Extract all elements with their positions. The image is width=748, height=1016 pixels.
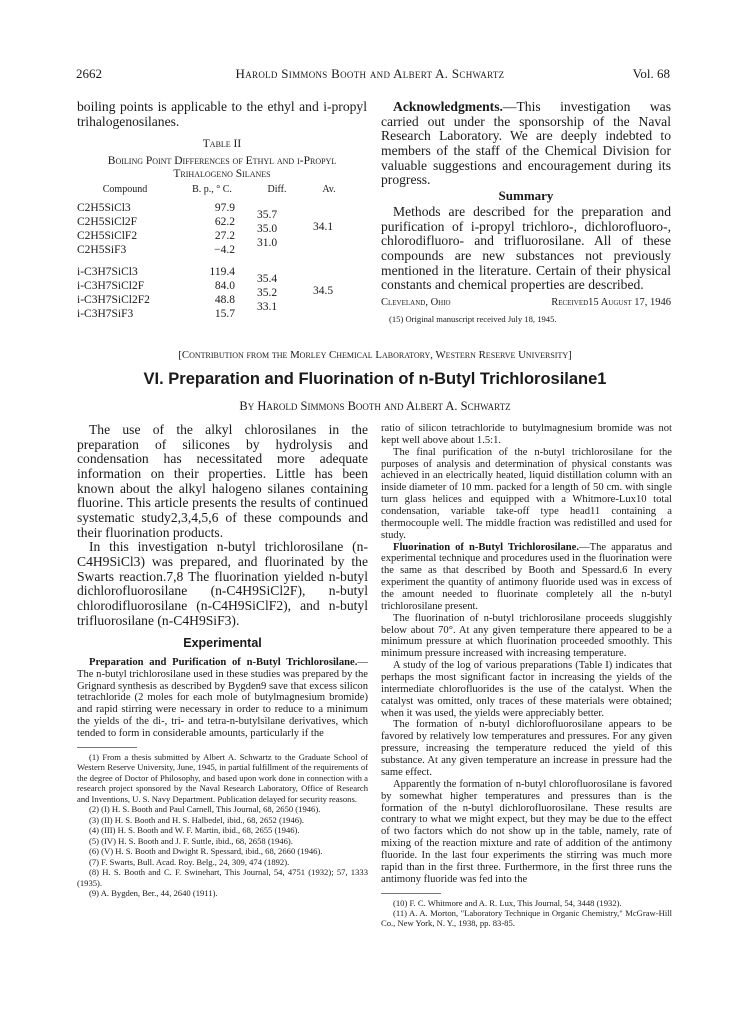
footnote: (9) A. Bygden, Ber., 44, 2640 (1911).	[89, 888, 218, 899]
contribution-line: [Contribution from the Morley Chemical Laboratory, Western Reserve University]	[178, 349, 572, 361]
table-cell: i-C3H7SiCl3	[77, 266, 138, 279]
footnote: (2) (I) H. S. Booth and Paul Carnell, This Journal, 68, 2650 (1946).	[89, 804, 321, 815]
body-paragraph: A study of the log of various preparations (Table I) indicates that perhaps the most significant factor in increasing the yields of the intermediate chlorofluorides is the use of the catalyst. When the catalyst was omitted, only traces of these materials were obtained; when it was used, the yields were appreciably better.	[381, 660, 672, 719]
preparation-text: —The n-butyl trichlorosilane used in these studies was prepared by the Grignard synthesis as described by Bygden9 save that excess silicon tetrachloride (2 moles for each mole of butylmagnesium bromide) and rapid stirring were necessary in order to reduce to a minimum the yields of the di-, tri- and tetra-n-butylsilane derivatives, which tended to form in considerable amounts, particularly if the	[77, 656, 368, 740]
bp-list	[185, 201, 235, 257]
preparation-paragraph	[77, 657, 368, 740]
body-paragraph: The final purification of the n-butyl trichlorosilane for the purposes of analysis and determination of physical constants was achieved in an electrically heated, liquid distillation column with an inside diameter of 10 mm. packed for a length of 50 cm. with single turn glass helices and equipped with a Whitmore-Lux10 total condensation, variable take-off type head11 containing a thermocouple well. The middle fraction was redistilled and used for study.	[381, 446, 672, 541]
footnote-15: (15) Original manuscript received July 18, 1945.	[389, 314, 557, 325]
right-body-column	[381, 423, 672, 929]
footnote: (3) (II) H. S. Booth and H. S. Halbedel, ibid., 68, 2652 (1946).	[89, 814, 305, 825]
table-cell: 119.4	[209, 266, 235, 279]
body-paragraph: ratio of silicon tetrachloride to butylmagnesium bromide was not kept well above about 1.5:1.	[381, 423, 672, 446]
boiling-point-table	[77, 185, 355, 195]
article-title: VI. Preparation and Fluorination of n-Butyl Trichlorosilane1	[143, 370, 607, 388]
table-title: Boiling Point Differences of Ethyl and i-Propyl Trihalogeno Silanes	[107, 154, 337, 181]
left-top-column	[77, 100, 367, 323]
diff-list	[257, 272, 277, 314]
fluorination-paragraph	[381, 542, 672, 613]
footnote: (1) From a thesis submitted by Albert A. Schwartz to the Graduate School of Western Reserve University, June, 1945, in partial fulfillment of the requirements of the degree of Doctor of Philosophy, and based upon work done in connection with a research project sponsored by the Naval Research Laboratory, Office of Research and Inventions, U. S. Navy Department. Publication delayed for security reasons.	[77, 751, 368, 804]
acknowledgments	[381, 100, 671, 188]
table-cell: 35.4	[257, 273, 278, 286]
compound-list	[77, 201, 137, 257]
footnote: (10) F. C. Whitmore and A. R. Lux, This Journal, 54, 3448 (1932).	[393, 897, 622, 908]
footnote: (7) F. Swarts, Bull. Acad. Roy. Belg., 24, 309, 474 (1892).	[89, 856, 290, 867]
table-group-ethyl	[77, 201, 367, 259]
dateline	[381, 298, 671, 314]
table-cell: 31.0	[257, 237, 278, 250]
table-cell: 62.2	[214, 216, 235, 229]
table-cell: 84.0	[214, 280, 235, 293]
summary-text: Methods are described for the preparation and purification of i-propyl trichloro-, dichlorofluoro-, chlorodifluoro- and trifluorosilane. All of these compounds are new substances not previously mentioned in the literature. Certain of their physical constants and chemical properties are described.	[381, 204, 671, 293]
table-cell: C2H5SiClF2	[77, 230, 138, 243]
col-header: Av.	[322, 184, 336, 196]
acknowledgments-heading: Acknowledgments.	[393, 99, 503, 114]
footnote: (8) H. S. Booth and C. F. Swinehart, This Journal, 54, 4751 (1932); 57, 1333 (1935).	[77, 867, 368, 888]
table-cell: C2H5SiCl2F	[77, 216, 138, 229]
table-cell: 48.8	[214, 294, 235, 307]
running-title: Harold Simmons Booth and Albert A. Schwartz	[235, 66, 505, 81]
footnote: (4) (III) H. S. Booth and W. F. Martin, ibid., 68, 2655 (1946).	[89, 825, 300, 836]
table-label: Table II	[202, 138, 242, 151]
place: Cleveland, Ohio	[381, 297, 451, 309]
page-number: 2662	[76, 66, 102, 81]
received-date: Received15 August 17, 1946	[551, 297, 671, 309]
carryover-paragraph: boiling points is applicable to the ethyl and i-propyl trihalogenosilanes.	[77, 99, 367, 129]
table-cell: 97.9	[214, 202, 235, 215]
experimental-heading: Experimental	[183, 636, 262, 651]
footnotes-right	[381, 898, 672, 929]
body-paragraph: Apparently the formation of n-butyl chlorofluorosilane is favored by somewhat higher temperatures and pressures than is the formation of the n-butyl dichlorofluorosilane. These results are contrary to what we might expect, but they may be due to the effect of two factors which do not show up in the table, namely, rate of mixing of the reaction mixture and rate of addition of the antimony fluoride. In the last four experiments the stirring was much more rapid than in the first three. Furthermore, in the first three runs the antimony fluoride was fed into the	[381, 778, 672, 885]
intro-paragraph-2: In this investigation n-butyl trichlorosilane (n-C4H9SiCl3) was prepared, and fluorinated by the Swarts reaction.7,8 The fluorination yielded n-butyl dichlorofluorosilane (n-C4H9SiCl2F), n-butyl chlorodifluorosilane (n-C4H9SiClF2), and n-butyl trifluorosilane (n-C4H9SiF3).	[77, 539, 368, 628]
footnote-rule	[381, 893, 441, 894]
table-header-row	[77, 185, 355, 195]
table-cell: C2H5SiCl3	[77, 202, 131, 215]
fluorination-text: —The apparatus and experimental technique and procedures used in the fluorination were the same as that described by Booth and Spessard.6 In every experiment the quantity of antimony fluoride used was in excess of the amount needed to fluorinate completely all the n-butyl trichlorosilane present.	[381, 541, 673, 612]
col-header: B. p., ° C.	[192, 184, 232, 196]
table-group-propyl	[77, 265, 367, 323]
fluorination-heading: Fluorination of n-Butyl Trichlorosilane.	[393, 541, 580, 553]
table-cell: C2H5SiF3	[77, 244, 127, 257]
table-cell: 27.2	[214, 230, 235, 243]
footnote: (6) (V) H. S. Booth and Dwight R. Spessard, ibid., 68, 2660 (1946).	[89, 846, 323, 857]
table-cell: 35.0	[257, 223, 278, 236]
table-cell: i-C3H7SiF3	[77, 308, 134, 321]
col-header: Diff.	[267, 184, 287, 196]
footnote: (11) A. A. Morton, "Laboratory Technique in Organic Chemistry," McGraw-Hill Co., New York, N. Y., 1938, pp. 83-85.	[381, 908, 672, 929]
diff-list	[257, 208, 277, 250]
footnote-rule	[77, 747, 137, 748]
byline: By Harold Simmons Booth and Albert A. Schwartz	[239, 399, 511, 413]
table-cell: 34.1	[313, 221, 334, 234]
acknowledgments-text: —This investigation was carried out under the sponsorship of the Naval Research Laboratory. We are deeply indebted to members of the staff of the Chemical Division for valuable suggestions and encouragement during its progress.	[381, 99, 671, 188]
body-paragraph: The fluorination of n-butyl trichlorosilane proceeds sluggishly below about 70°. At any given temperature there appeared to be a minimum pressure at which fluorination proceeded smoothly. This minimum pressure increased with increasing temperature.	[381, 612, 672, 660]
bp-list	[185, 265, 235, 321]
table-cell: i-C3H7SiCl2F	[77, 280, 145, 293]
body-paragraph: The formation of n-butyl dichlorofluorosilane appears to be favored by relatively low temperatures and pressures. For any given pressure, increasing the temperature reduced the yield of this substance. At any given temperature an increase in pressure had the same effect.	[381, 719, 672, 778]
table-cell: 34.5	[313, 285, 334, 298]
col-header: Compound	[102, 184, 148, 196]
left-body-column	[77, 423, 368, 899]
footnote: (5) (IV) H. S. Booth and J. F. Suttle, ibid., 68, 2658 (1946).	[89, 835, 293, 846]
table-cell: 35.2	[257, 287, 278, 300]
preparation-heading: Preparation and Purification of n-Butyl Trichlorosilane.	[89, 656, 358, 668]
table-cell: 15.7	[214, 308, 235, 321]
right-top-column	[381, 100, 671, 325]
table-cell: 33.1	[257, 301, 278, 314]
footnotes-left	[77, 752, 368, 899]
compound-list	[77, 265, 150, 321]
intro-paragraph-1: The use of the alkyl chlorosilanes in the preparation of silicones by hydrolysis and condensation has necessitated more adequate information on their properties. Little has been known about the alkyl halogeno silanes containing fluorine. This article presents the results of continued systematic study2,3,4,5,6 of these compounds and their fluorination products.	[77, 422, 368, 540]
table-cell: 35.7	[257, 209, 278, 222]
table-cell: −4.2	[214, 244, 235, 257]
table-cell: i-C3H7SiCl2F2	[77, 294, 150, 307]
volume-label: Vol. 68	[632, 66, 670, 81]
summary-heading: Summary	[498, 188, 554, 204]
